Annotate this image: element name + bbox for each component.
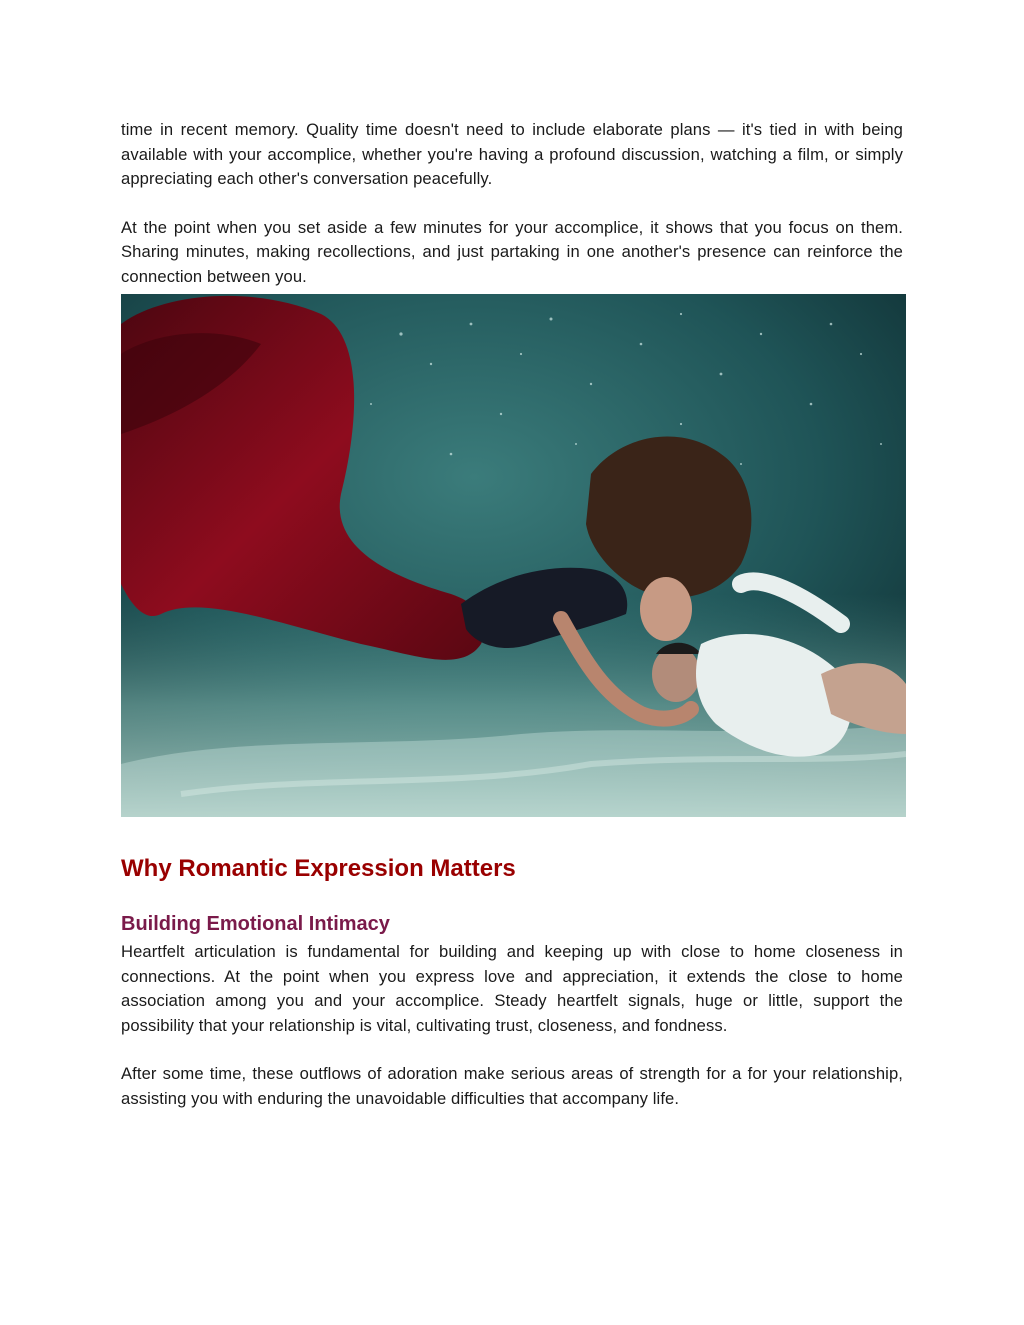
paragraph-heartfelt-articulation: Heartfelt articulation is fundamental for building and keeping up with close to home closeness in connections. At the point when you express love and appreciation, it extends the close to home association among you and your accomplice. Steady heartfelt signals, huge or little, support the possibility that your relationship is vital, cultivating trust, closeness, and fondness. [121, 942, 903, 1035]
paragraph-quality-time: time in recent memory. Quality time doesn't need to include elaborate plans — it's tied in with being available with your accomplice, whether you're having a profound discussion, watching a film, or simply appreciating each other's conversation peacefully. [121, 120, 903, 188]
section-subheading: Building Emotional Intimacy [121, 913, 390, 935]
document-page [121, 118, 903, 1111]
paragraph-set-aside-time: At the point when you set aside a few minutes for your accomplice, it shows that you focus on them. Sharing minutes, making recollections, and just partaking in one another's presence can reinforce the connection between you. [121, 217, 903, 286]
section-heading: Why Romantic Expression Matters [121, 855, 516, 882]
underwater-couple-photo [121, 294, 906, 817]
paragraph-outflows-of-adoration: After some time, these outflows of adoration make serious areas of strength for a for your relationship, assisting you with enduring the unavoidable difficulties that accompany life. [121, 1064, 903, 1108]
